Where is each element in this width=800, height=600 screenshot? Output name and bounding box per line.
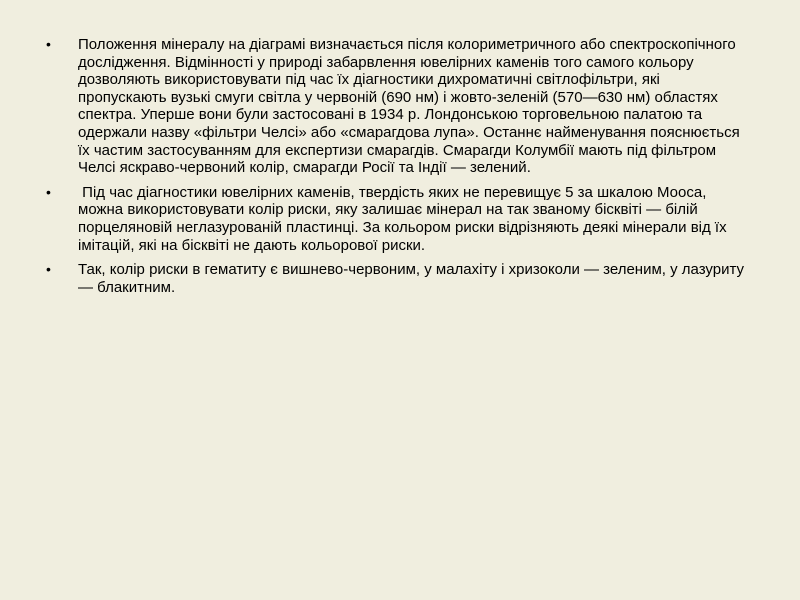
bullet-list (46, 36, 749, 303)
bullet-icon: • (46, 261, 51, 278)
bullet-icon: • (46, 183, 51, 200)
bullet-item-colorimetry (46, 36, 746, 177)
paragraph-text: Так, колір риски в гематиту є вишнево-червоним, у малахіту і хризоколи — зеленим, у лазуриту — блакитним. (78, 261, 749, 296)
bullet-item-streak-colors (46, 261, 749, 296)
paragraph-text: Під час діагностики ювелірних каменів, твердість яких не перевищує 5 за шкалою Мооса, можна використовувати колір риски, яку залишає мінерал на так званому бісквіті — білій порцеляновій неглазурованій пластинці. За кольором риски відрізняють деякі мінерали від їх імітацій, які на бісквіті не дають кольорової риски. (78, 183, 731, 254)
bullet-icon: • (46, 36, 51, 52)
bullet-item-streak-test (46, 184, 746, 254)
paragraph-text: Положення мінералу на діаграмі визначається після колориметричного або спектроскопічного дослідження. Відмінності у природі забарвлення ювелірних каменів того самого кольору дозволяють використовувати під час їх діагностики дихроматичні світлофільтри, які пропускають вузькі смуги світла у червоній (690 нм) і жовто-зеленій (570—630 нм) областях спектра. Уперше вони були застосовані в 1934 р. Лондонською торговельною палатою та одержали назву «фільтри Челсі» або «смарагдова лупа». Останнє найменування пояснюється їх частим застосуванням для експертизи смарагдів. Смарагди Колумбії мають під фільтром Челсі яскраво-червоний колір, смарагди Росії та Індії — зелений. (78, 36, 744, 177)
